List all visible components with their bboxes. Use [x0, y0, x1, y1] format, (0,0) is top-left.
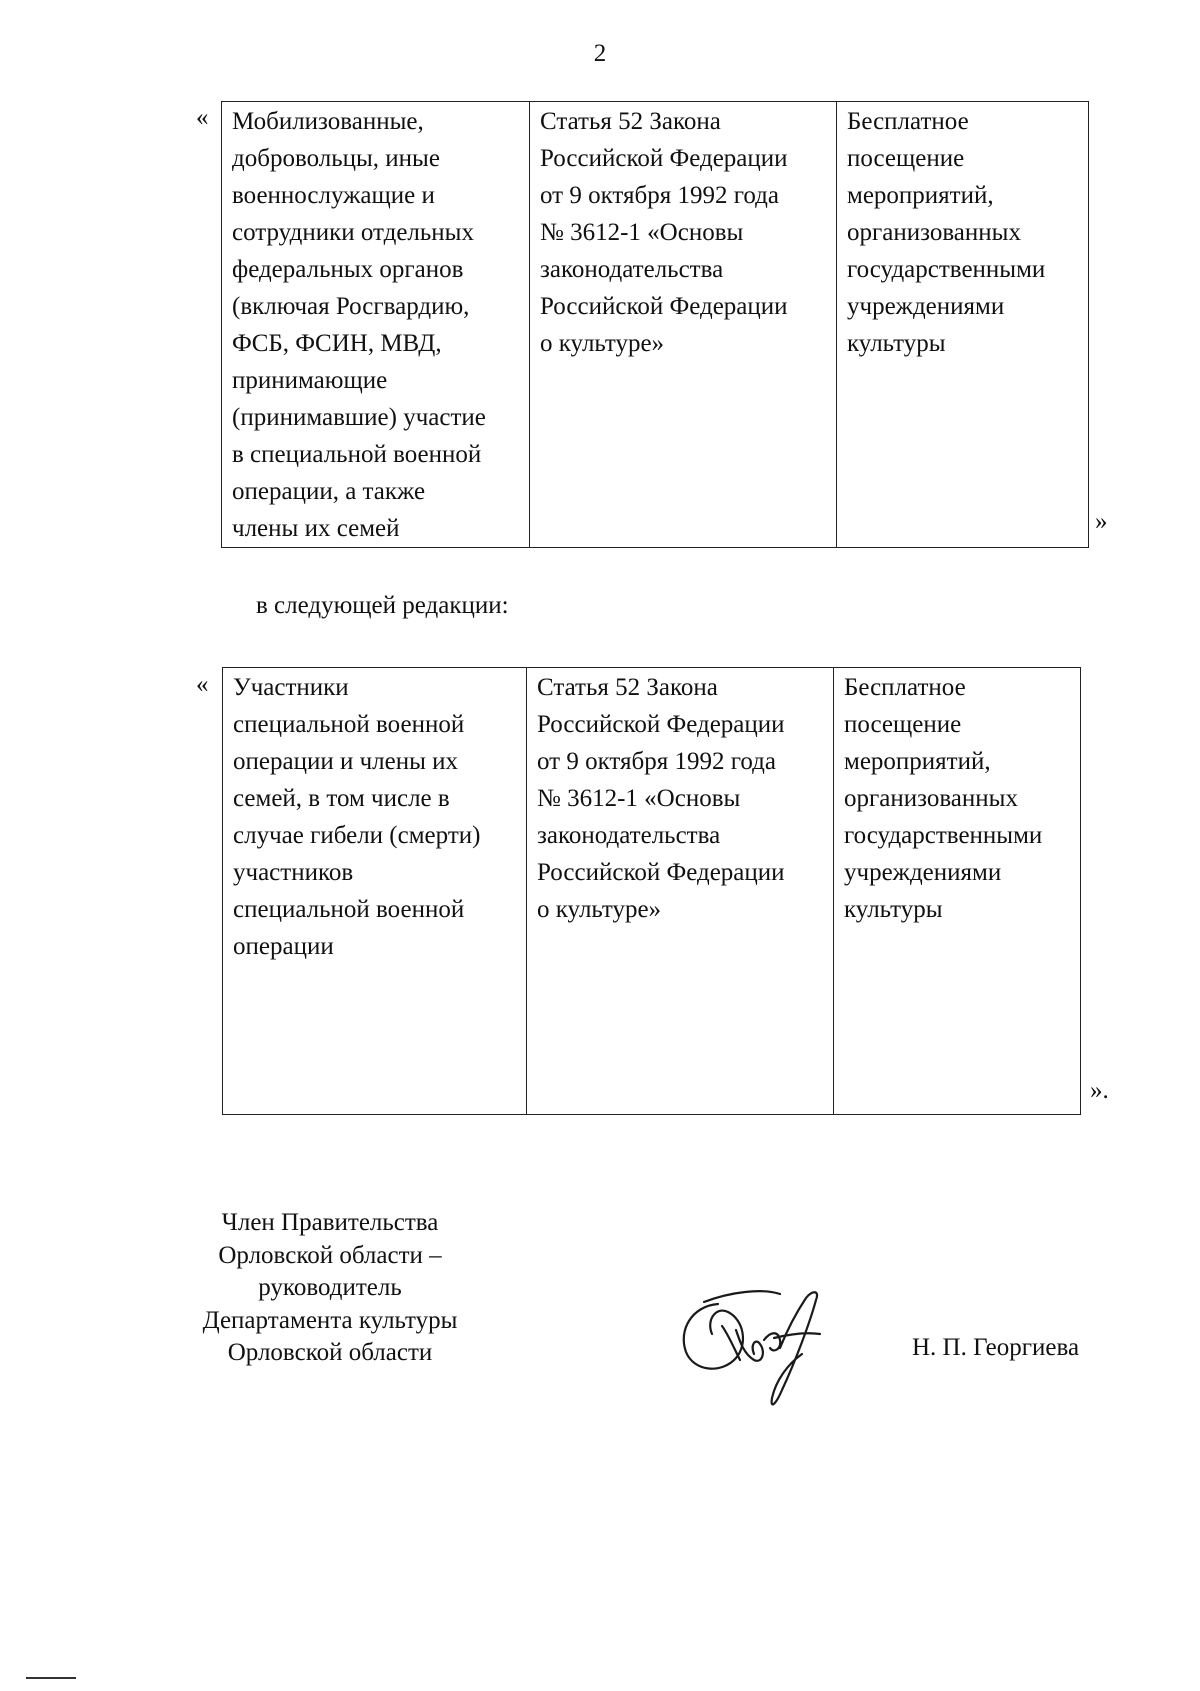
table-row	[222, 102, 1089, 548]
closing-quote: »	[1095, 508, 1108, 535]
benefit-cell: Бесплатное посещение мероприятий, организованных государственными учреждениями культуры	[837, 102, 1089, 548]
benefit-cell: Бесплатное посещение мероприятий, организованных государственными учреждениями культуры	[834, 668, 1081, 1115]
signer-name: Н. П. Георгиева	[912, 1334, 1080, 1361]
new-entry-table	[222, 667, 1081, 1115]
beneficiaries-cell: Участники специальной военной операции и члены их семей, в том числе в случае гибели (смерти) участников специальной военной операции	[223, 668, 527, 1115]
opening-quote: «	[196, 671, 209, 698]
intro-text: в следующей редакции:	[256, 592, 509, 619]
closing-quote: ».	[1090, 1077, 1109, 1104]
handwritten-signature	[670, 1268, 840, 1418]
table-row	[223, 668, 1081, 1115]
footer-divider	[26, 1677, 76, 1679]
legal-basis-cell: Статья 52 Закона Российской Федерации от 9 октября 1992 года № 3612-1 «Основы законодательства Российской Федерации о культуре»	[527, 668, 834, 1115]
page-number: 2	[593, 40, 607, 67]
legal-basis-cell: Статья 52 Закона Российской Федерации от 9 октября 1992 года № 3612-1 «Основы законодательства Российской Федерации о культуре»	[530, 102, 837, 548]
original-entry-table	[221, 101, 1089, 548]
opening-quote: «	[196, 104, 209, 131]
beneficiaries-cell: Мобилизованные, добровольцы, иные военнослужащие и сотрудники отдельных федеральных органов (включая Росгвардию, ФСБ, ФСИН, МВД, принимающие (принимавшие) участие в специальной военной операции, а также члены их семей	[222, 102, 530, 548]
signer-title: Член Правительства Орловской области – руководитель Департамента культуры Орловской области	[202, 1209, 458, 1366]
